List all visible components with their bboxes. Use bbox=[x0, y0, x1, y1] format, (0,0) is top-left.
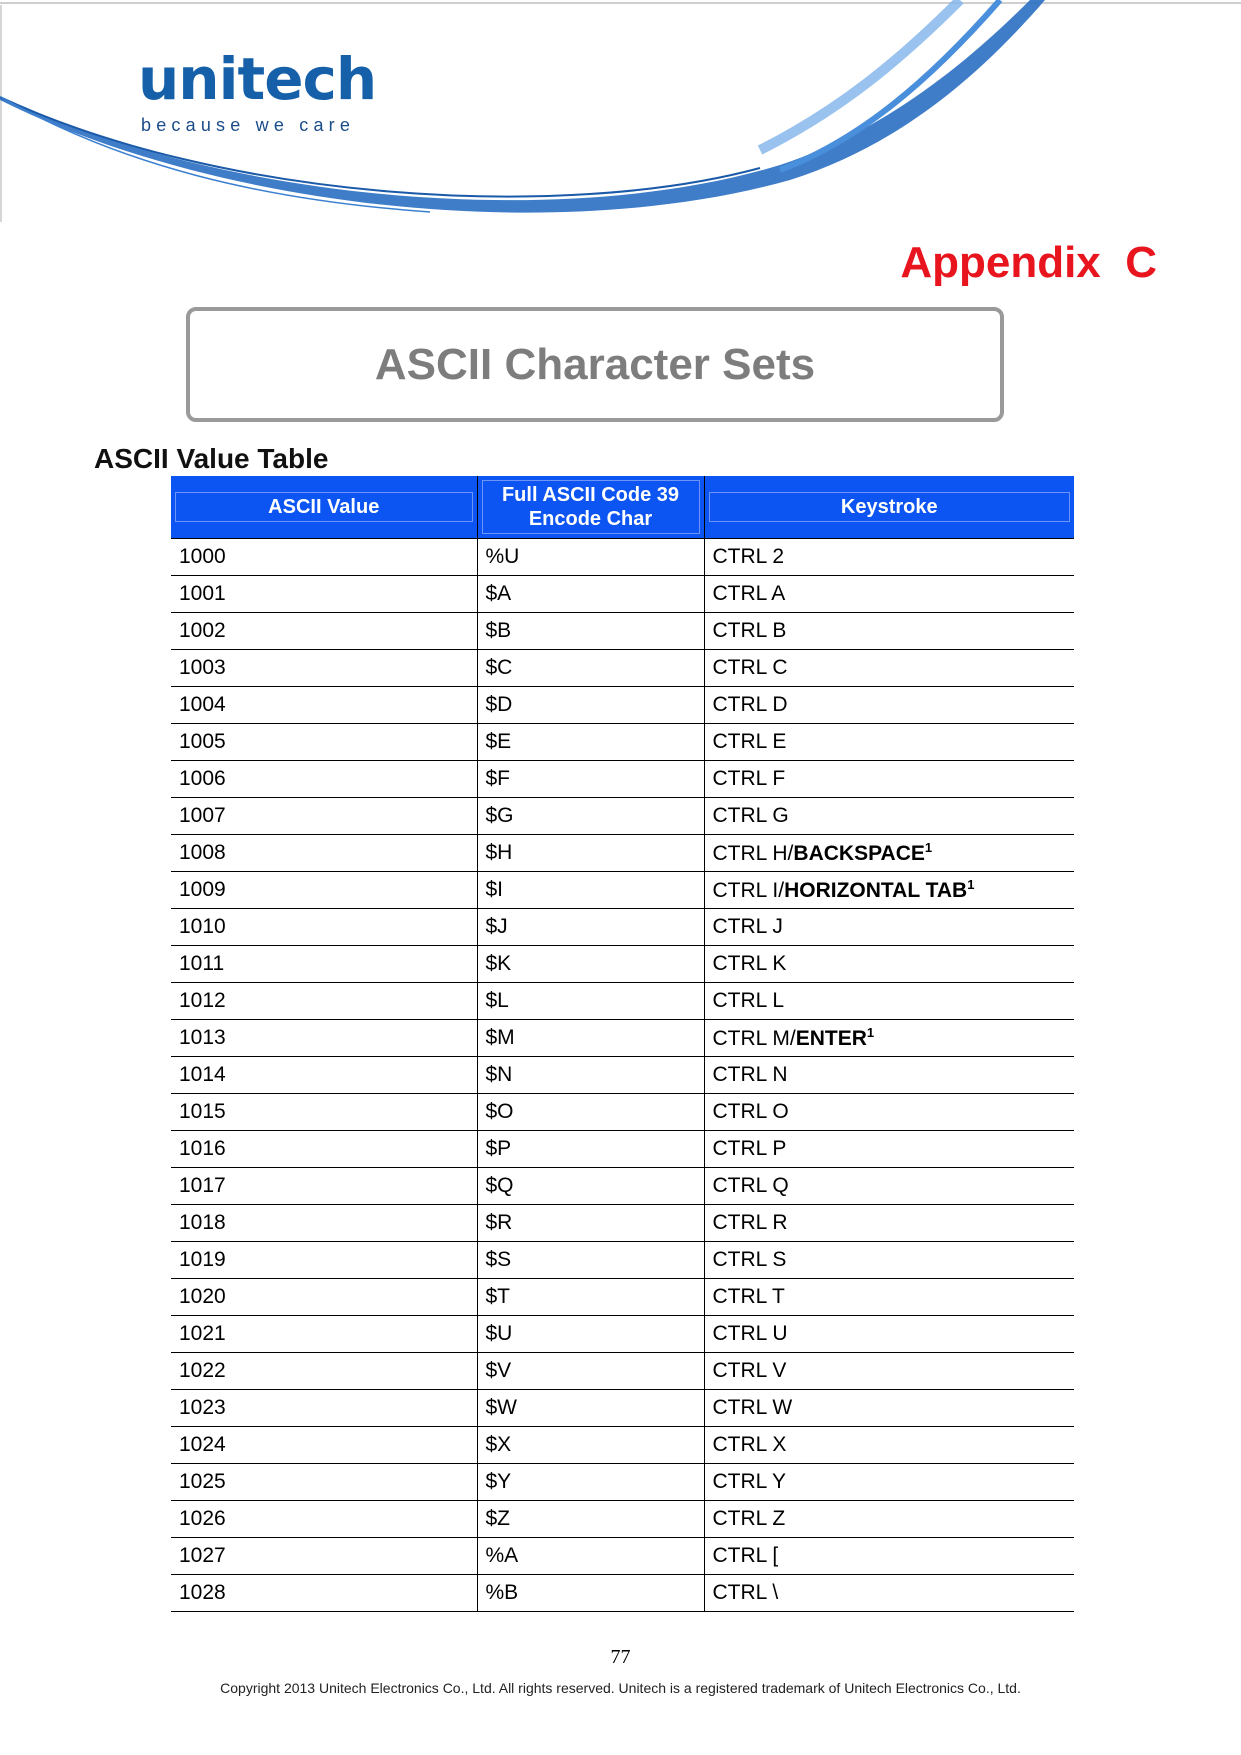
column-header: Keystroke bbox=[704, 476, 1074, 539]
ascii-value-cell: 1027 bbox=[171, 1538, 477, 1575]
encode-char-cell: $R bbox=[477, 1205, 704, 1242]
ascii-value-cell: 1022 bbox=[171, 1353, 477, 1390]
column-header: Full ASCII Code 39 Encode Char bbox=[477, 476, 704, 539]
copyright-notice: Copyright 2013 Unitech Electronics Co., Ltd. All rights reserved. Unitech is a registered trademark of Unitech Electronics Co., Ltd. bbox=[220, 1680, 1021, 1696]
table-row bbox=[171, 946, 1074, 983]
encode-char-cell: $G bbox=[477, 798, 704, 835]
column-header: ASCII Value bbox=[171, 476, 477, 539]
ascii-value-cell: 1012 bbox=[171, 983, 477, 1020]
table-row bbox=[171, 1501, 1074, 1538]
ascii-value-table bbox=[171, 476, 1074, 1612]
table-row bbox=[171, 1131, 1074, 1168]
keystroke-text: CTRL 2 bbox=[712, 545, 785, 568]
unitech-logo: unitech bbox=[138, 45, 377, 113]
table-row bbox=[171, 872, 1074, 909]
ascii-value-cell: 1004 bbox=[171, 687, 477, 724]
table-row bbox=[171, 1168, 1074, 1205]
table-row bbox=[171, 1427, 1074, 1464]
ascii-value-cell: 1018 bbox=[171, 1205, 477, 1242]
keystroke-text: CTRL Y bbox=[712, 1470, 787, 1493]
ascii-value-cell: 1008 bbox=[171, 835, 477, 872]
keystroke-cell bbox=[704, 724, 1074, 761]
section-heading: ASCII Value Table bbox=[94, 443, 329, 474]
table-row bbox=[171, 1575, 1074, 1612]
table-row bbox=[171, 576, 1074, 613]
keystroke-cell bbox=[704, 1205, 1074, 1242]
encode-char-cell: %A bbox=[477, 1538, 704, 1575]
encode-char-cell: $B bbox=[477, 613, 704, 650]
keystroke-text: CTRL H/ bbox=[712, 842, 794, 865]
keystroke-cell bbox=[704, 835, 1074, 872]
keystroke-cell bbox=[704, 761, 1074, 798]
ascii-value-cell: 1017 bbox=[171, 1168, 477, 1205]
keystroke-text: CTRL [ bbox=[712, 1544, 779, 1567]
encode-char-cell: $J bbox=[477, 909, 704, 946]
keystroke-cell bbox=[704, 1427, 1074, 1464]
page-title: ASCII Character Sets bbox=[374, 339, 816, 389]
ascii-value-cell: 1023 bbox=[171, 1390, 477, 1427]
keystroke-text: CTRL L bbox=[712, 989, 785, 1012]
keystroke-text: CTRL S bbox=[712, 1248, 787, 1271]
encode-char-cell: $N bbox=[477, 1057, 704, 1094]
table-row bbox=[171, 1020, 1074, 1057]
keystroke-cell bbox=[704, 1057, 1074, 1094]
keystroke-text: CTRL W bbox=[712, 1396, 793, 1419]
ascii-value-cell: 1002 bbox=[171, 613, 477, 650]
encode-char-cell: $A bbox=[477, 576, 704, 613]
keystroke-cell bbox=[704, 613, 1074, 650]
keystroke-text: CTRL D bbox=[712, 693, 788, 716]
keystroke-cell bbox=[704, 650, 1074, 687]
keystroke-alias: BACKSPACE$^1$ bbox=[793, 840, 933, 865]
keystroke-text: CTRL P bbox=[712, 1137, 787, 1160]
ascii-value-cell: 1005 bbox=[171, 724, 477, 761]
encode-char-cell: $C bbox=[477, 650, 704, 687]
table-row bbox=[171, 983, 1074, 1020]
table-row bbox=[171, 687, 1074, 724]
keystroke-cell bbox=[704, 798, 1074, 835]
keystroke-cell bbox=[704, 1094, 1074, 1131]
keystroke-text: CTRL O bbox=[712, 1100, 789, 1123]
ascii-value-cell: 1019 bbox=[171, 1242, 477, 1279]
keystroke-cell bbox=[704, 909, 1074, 946]
keystroke-cell bbox=[704, 983, 1074, 1020]
encode-char-cell: $F bbox=[477, 761, 704, 798]
ascii-value-cell: 1020 bbox=[171, 1279, 477, 1316]
keystroke-alias: ENTER$^1$ bbox=[795, 1025, 875, 1050]
keystroke-alias: HORIZONTAL TAB$^1$ bbox=[784, 877, 975, 902]
table-row bbox=[171, 1057, 1074, 1094]
keystroke-cell bbox=[704, 1575, 1074, 1612]
keystroke-text: CTRL M/ bbox=[712, 1027, 796, 1050]
ascii-value-cell: 1016 bbox=[171, 1131, 477, 1168]
keystroke-text: CTRL K bbox=[712, 952, 787, 975]
keystroke-cell bbox=[704, 687, 1074, 724]
ascii-value-cell: 1014 bbox=[171, 1057, 477, 1094]
encode-char-cell: $V bbox=[477, 1353, 704, 1390]
table-row bbox=[171, 1242, 1074, 1279]
encode-char-cell: $X bbox=[477, 1427, 704, 1464]
logo-tagline: because we care bbox=[141, 115, 356, 135]
ascii-value-cell: 1025 bbox=[171, 1464, 477, 1501]
encode-char-cell: $E bbox=[477, 724, 704, 761]
keystroke-text: CTRL J bbox=[712, 915, 783, 938]
keystroke-text: CTRL F bbox=[712, 767, 786, 790]
keystroke-cell bbox=[704, 1020, 1074, 1057]
keystroke-text: CTRL G bbox=[712, 804, 789, 827]
keystroke-cell bbox=[704, 1538, 1074, 1575]
encode-char-cell: $D bbox=[477, 687, 704, 724]
ascii-value-cell: 1021 bbox=[171, 1316, 477, 1353]
table-row bbox=[171, 909, 1074, 946]
table-row bbox=[171, 835, 1074, 872]
ascii-value-cell: 1024 bbox=[171, 1427, 477, 1464]
ascii-value-cell: 1009 bbox=[171, 872, 477, 909]
ascii-value-cell: 1010 bbox=[171, 909, 477, 946]
encode-char-cell: $U bbox=[477, 1316, 704, 1353]
encode-char-cell: %U bbox=[477, 539, 704, 576]
ascii-value-cell: 1003 bbox=[171, 650, 477, 687]
encode-char-cell: $L bbox=[477, 983, 704, 1020]
encode-char-cell: $K bbox=[477, 946, 704, 983]
ascii-value-cell: 1013 bbox=[171, 1020, 477, 1057]
title-box bbox=[186, 307, 1004, 422]
encode-char-cell: $T bbox=[477, 1279, 704, 1316]
keystroke-cell bbox=[704, 1242, 1074, 1279]
table-row bbox=[171, 650, 1074, 687]
keystroke-text: CTRL X bbox=[712, 1433, 787, 1456]
table-row bbox=[171, 1538, 1074, 1575]
footnote-marker: 1 bbox=[967, 877, 975, 892]
keystroke-cell bbox=[704, 1131, 1074, 1168]
keystroke-text: CTRL \ bbox=[712, 1581, 779, 1604]
keystroke-text: CTRL B bbox=[712, 619, 787, 642]
keystroke-text: CTRL U bbox=[712, 1322, 788, 1345]
keystroke-text: CTRL I/ bbox=[712, 879, 785, 902]
keystroke-text: CTRL N bbox=[712, 1063, 788, 1086]
keystroke-cell bbox=[704, 1168, 1074, 1205]
keystroke-cell bbox=[704, 1501, 1074, 1538]
table-row bbox=[171, 798, 1074, 835]
encode-char-cell: $Z bbox=[477, 1501, 704, 1538]
encode-char-cell: $S bbox=[477, 1242, 704, 1279]
ascii-value-cell: 1006 bbox=[171, 761, 477, 798]
table-row bbox=[171, 1279, 1074, 1316]
keystroke-text: CTRL T bbox=[712, 1285, 785, 1308]
keystroke-text: CTRL Z bbox=[712, 1507, 786, 1530]
table-header-row bbox=[171, 476, 1074, 539]
keystroke-cell bbox=[704, 1316, 1074, 1353]
keystroke-cell bbox=[704, 872, 1074, 909]
keystroke-text: CTRL V bbox=[712, 1359, 787, 1382]
keystroke-text: CTRL R bbox=[712, 1211, 788, 1234]
encode-char-cell: $I bbox=[477, 872, 704, 909]
ascii-value-cell: 1007 bbox=[171, 798, 477, 835]
page-number: 77 bbox=[610, 1646, 631, 1668]
keystroke-cell bbox=[704, 1464, 1074, 1501]
keystroke-cell bbox=[704, 1279, 1074, 1316]
table-row bbox=[171, 1316, 1074, 1353]
appendix-label: Appendix C bbox=[900, 238, 1157, 287]
ascii-value-cell: 1000 bbox=[171, 539, 477, 576]
table-row bbox=[171, 761, 1074, 798]
keystroke-text: CTRL C bbox=[712, 656, 788, 679]
table-row bbox=[171, 1464, 1074, 1501]
keystroke-text: CTRL E bbox=[712, 730, 787, 753]
encode-char-cell: $P bbox=[477, 1131, 704, 1168]
ascii-value-cell: 1026 bbox=[171, 1501, 477, 1538]
encode-char-cell: $Q bbox=[477, 1168, 704, 1205]
encode-char-cell: $M bbox=[477, 1020, 704, 1057]
ascii-value-cell: 1011 bbox=[171, 946, 477, 983]
encode-char-cell: $Y bbox=[477, 1464, 704, 1501]
ascii-value-cell: 1028 bbox=[171, 1575, 477, 1612]
ascii-value-cell: 1015 bbox=[171, 1094, 477, 1131]
table-row bbox=[171, 724, 1074, 761]
table-row bbox=[171, 1205, 1074, 1242]
footnote-marker: 1 bbox=[866, 1025, 875, 1040]
table-row bbox=[171, 613, 1074, 650]
encode-char-cell: $W bbox=[477, 1390, 704, 1427]
table-row bbox=[171, 1353, 1074, 1390]
table-row bbox=[171, 1094, 1074, 1131]
keystroke-cell bbox=[704, 1390, 1074, 1427]
keystroke-cell bbox=[704, 946, 1074, 983]
encode-char-cell: %B bbox=[477, 1575, 704, 1612]
encode-char-cell: $H bbox=[477, 835, 704, 872]
table-row bbox=[171, 1390, 1074, 1427]
table-row bbox=[171, 539, 1074, 576]
keystroke-text: CTRL Q bbox=[712, 1174, 789, 1197]
keystroke-cell bbox=[704, 539, 1074, 576]
footnote-marker: 1 bbox=[924, 840, 933, 855]
encode-char-cell: $O bbox=[477, 1094, 704, 1131]
keystroke-cell bbox=[704, 1353, 1074, 1390]
ascii-value-cell: 1001 bbox=[171, 576, 477, 613]
keystroke-text: CTRL A bbox=[712, 582, 786, 605]
keystroke-cell bbox=[704, 576, 1074, 613]
